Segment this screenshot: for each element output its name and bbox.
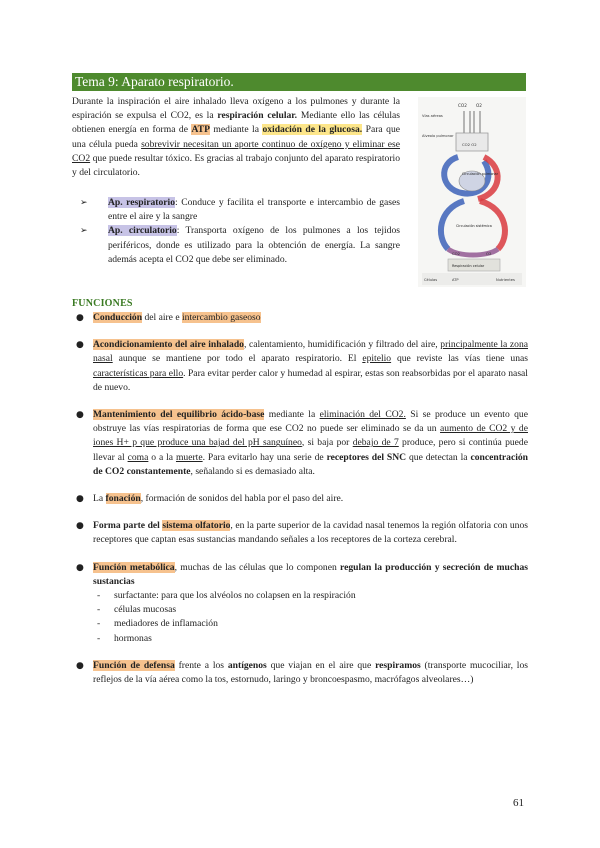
function-item bbox=[72, 561, 528, 646]
highlight-intercambio: intercambio gaseoso bbox=[182, 312, 261, 323]
label-cell-respiration: Respiración celular bbox=[452, 264, 485, 268]
airway-tube bbox=[464, 111, 480, 133]
function-item bbox=[72, 492, 528, 506]
function-item bbox=[72, 519, 528, 547]
bold-text: antígenos bbox=[227, 659, 267, 671]
bold-text: regulan la producción y secreción de muchas sustancias bbox=[93, 561, 528, 587]
function-text: . Para evitarlo hay una serie de bbox=[202, 451, 327, 463]
highlight-conduccion: Conducción bbox=[93, 312, 143, 323]
function-text: Si se produce un evento que obstruye las vías respiratorias de forma que ese CO2 no puede ser eliminado se da un bbox=[93, 409, 528, 435]
function-item bbox=[72, 659, 528, 687]
dash-bullet: - bbox=[97, 632, 101, 644]
functions-heading: FUNCIONES bbox=[72, 298, 133, 309]
underlined-text: aumento de CO2 y de iones H+ p que produce una bajad del pH sanguíneo bbox=[93, 423, 528, 449]
section-title: Tema 9: Aparato respiratorio. bbox=[72, 73, 526, 91]
highlight-sistema-olfatorio: sistema olfatorio bbox=[162, 520, 231, 532]
intro-bold-respiracion: respiración celular. bbox=[217, 110, 298, 122]
metabolic-substances-list bbox=[93, 589, 528, 646]
label-airways: Vías aéreas bbox=[422, 114, 443, 118]
bold-text: Forma parte del bbox=[93, 520, 163, 532]
label-co2-top: CO2 bbox=[458, 103, 467, 108]
diagram-svg bbox=[418, 97, 526, 287]
intro-text: mediante la bbox=[209, 124, 263, 136]
function-text: , formación de sonidos del habla por el paso del aire. bbox=[140, 493, 344, 505]
list-item-text: células mucosas bbox=[114, 604, 177, 616]
function-text: aunque se mantiene por todo el aparato respiratorio. El bbox=[112, 353, 363, 365]
apparatus-text: : Conduce y facilita el transporte e intercambio de gases entre el aire y la sangre bbox=[108, 197, 401, 223]
list-item-text: mediadores de inflamación bbox=[114, 618, 218, 630]
dash-bullet: - bbox=[97, 618, 101, 630]
underlined-text: principalmente la zona nasal bbox=[93, 339, 529, 365]
label-co2-o2: CO2 O2 bbox=[462, 142, 477, 147]
bullet-dot-icon: ● bbox=[76, 313, 84, 323]
underlined-text: debajo de 7 bbox=[352, 437, 399, 449]
label-atp: ATP bbox=[452, 278, 459, 282]
bullet-dot-icon: ● bbox=[76, 340, 84, 351]
list-item bbox=[93, 632, 528, 646]
functions-list bbox=[72, 311, 528, 687]
function-text: frente a los bbox=[174, 659, 228, 671]
bullet-dot-icon: ● bbox=[76, 660, 84, 671]
arrow-bullet-icon: ➢ bbox=[80, 226, 88, 237]
highlight-acondicionamiento: Acondicionamiento del aire inhalado bbox=[93, 339, 244, 351]
highlight-mantenimiento: Mantenimiento del equilibrio ácido-base bbox=[93, 409, 265, 421]
function-text: . Para evitar perder calor y humedad al espirar, estas son reabsorbidas por el aparato nasal de nuevo. bbox=[93, 367, 528, 393]
label-pulmonary-circulation: Circulación pulmonar bbox=[462, 172, 499, 176]
function-text: que detectan la bbox=[406, 451, 471, 463]
label-o2-top: O2 bbox=[476, 103, 482, 108]
bullet-dot-icon: ● bbox=[76, 494, 84, 505]
intro-text: que puede resultar tóxico. Es gracias al trabajo conjunto del aparato respiratorio y del circulatorio. bbox=[72, 152, 400, 179]
function-text: (transporte mucociliar, los reflejos de la vía aérea como la tos, estornudo, laringo y broncoespasmo, macrófagos alveolares…) bbox=[93, 659, 528, 686]
function-text: que reviste las vías tiene unas bbox=[391, 353, 529, 365]
bold-text: receptores del SNC bbox=[326, 451, 407, 463]
function-text: mediante la bbox=[264, 409, 320, 421]
intro-text: Durante la inspiración el aire inhalado lleva oxígeno a los pulmones y durante la espiración se expulsa el CO2, es la bbox=[72, 96, 400, 122]
function-text: del aire e bbox=[142, 312, 182, 323]
intro-glucosa: oxidación de la glucosa. bbox=[262, 124, 363, 136]
function-text: La bbox=[93, 493, 106, 505]
bullet-dot-icon: ● bbox=[76, 562, 84, 573]
intro-text: Para que una célula pueda bbox=[72, 124, 400, 150]
apparatus-item bbox=[80, 224, 400, 267]
intro-paragraph bbox=[72, 95, 400, 180]
function-item bbox=[72, 408, 528, 479]
label-co2-bottom: CO2 bbox=[452, 251, 461, 256]
function-text: , muchas de las células que lo componen bbox=[174, 561, 341, 573]
dash-bullet: - bbox=[97, 590, 101, 602]
list-item-text: surfactante: para que los alvéolos no colapsen en la respiración bbox=[114, 590, 356, 602]
function-text: que viajan en el aire que bbox=[266, 659, 376, 671]
list-item bbox=[93, 617, 528, 631]
apparatus-text: : Transporta oxígeno de los pulmones a los tejidos periféricos, donde es utilizado para la obtención de energía. La sangre además acepta el CO2 que debe ser eliminado. bbox=[108, 225, 400, 265]
underlined-text: muerte bbox=[175, 451, 203, 463]
intro-atp: ATP bbox=[191, 124, 210, 136]
apparatus-list bbox=[80, 196, 400, 267]
respiration-circulation-diagram bbox=[418, 97, 526, 287]
bullet-dot-icon: ● bbox=[76, 521, 84, 532]
label-nutrients: Nutrientes bbox=[496, 278, 515, 282]
arrow-bullet-icon: ➢ bbox=[80, 198, 88, 208]
function-text: , si baja por bbox=[301, 437, 353, 449]
bold-text: concentración de CO2 constantemente bbox=[93, 451, 529, 477]
function-text: produce, pero si continúa puede llevar al bbox=[93, 437, 528, 463]
label-systemic-circulation: Circulación sistémica bbox=[456, 224, 492, 228]
highlight-funcion-metabolica: Función metabólica bbox=[93, 561, 175, 573]
label-cells: Células bbox=[424, 278, 438, 282]
underlined-text: características para ello bbox=[93, 367, 184, 379]
label-alveolo: Alveolo pulmonar bbox=[422, 134, 454, 138]
bullet-dot-icon: ● bbox=[76, 410, 84, 421]
function-text: , calentamiento, humidificación y filtrado del aire, bbox=[243, 339, 441, 351]
intro-text: Mediante ello las células obtienen energía en forma de bbox=[72, 110, 401, 136]
function-item bbox=[72, 311, 528, 325]
function-item bbox=[72, 338, 528, 395]
apparatus-label: Ap. respiratorio bbox=[108, 197, 176, 208]
bold-text: respiramos bbox=[375, 659, 421, 671]
list-item-text: hormonas bbox=[114, 632, 152, 644]
apparatus-label: Ap. circulatorio bbox=[108, 225, 177, 237]
label-o2-bottom: O2 bbox=[486, 251, 492, 256]
apparatus-item bbox=[80, 196, 400, 224]
underlined-text: coma bbox=[127, 451, 149, 463]
highlight-funcion-defensa: Función de defensa bbox=[93, 659, 175, 671]
dash-bullet: - bbox=[97, 604, 101, 616]
function-text: , señalando si es demasiado alta. bbox=[190, 465, 315, 477]
page-number: 61 bbox=[513, 797, 524, 809]
intro-underlined: sobrevivir necesitan un aporte continuo de oxígeno y eliminar ese CO2 bbox=[72, 138, 401, 164]
function-text: o a la bbox=[148, 451, 176, 463]
highlight-fonacion: fonación bbox=[105, 493, 141, 505]
underlined-text: epitelio bbox=[362, 353, 392, 365]
list-item bbox=[93, 603, 528, 617]
function-text: , en la parte superior de la cavidad nasal tenemos la región olfatoria con unos receptores que captan esas sustancias mandando señales a los receptores de la corteza cerebral. bbox=[93, 520, 528, 546]
list-item bbox=[93, 589, 528, 603]
underlined-text: eliminación del CO2. bbox=[319, 409, 406, 421]
